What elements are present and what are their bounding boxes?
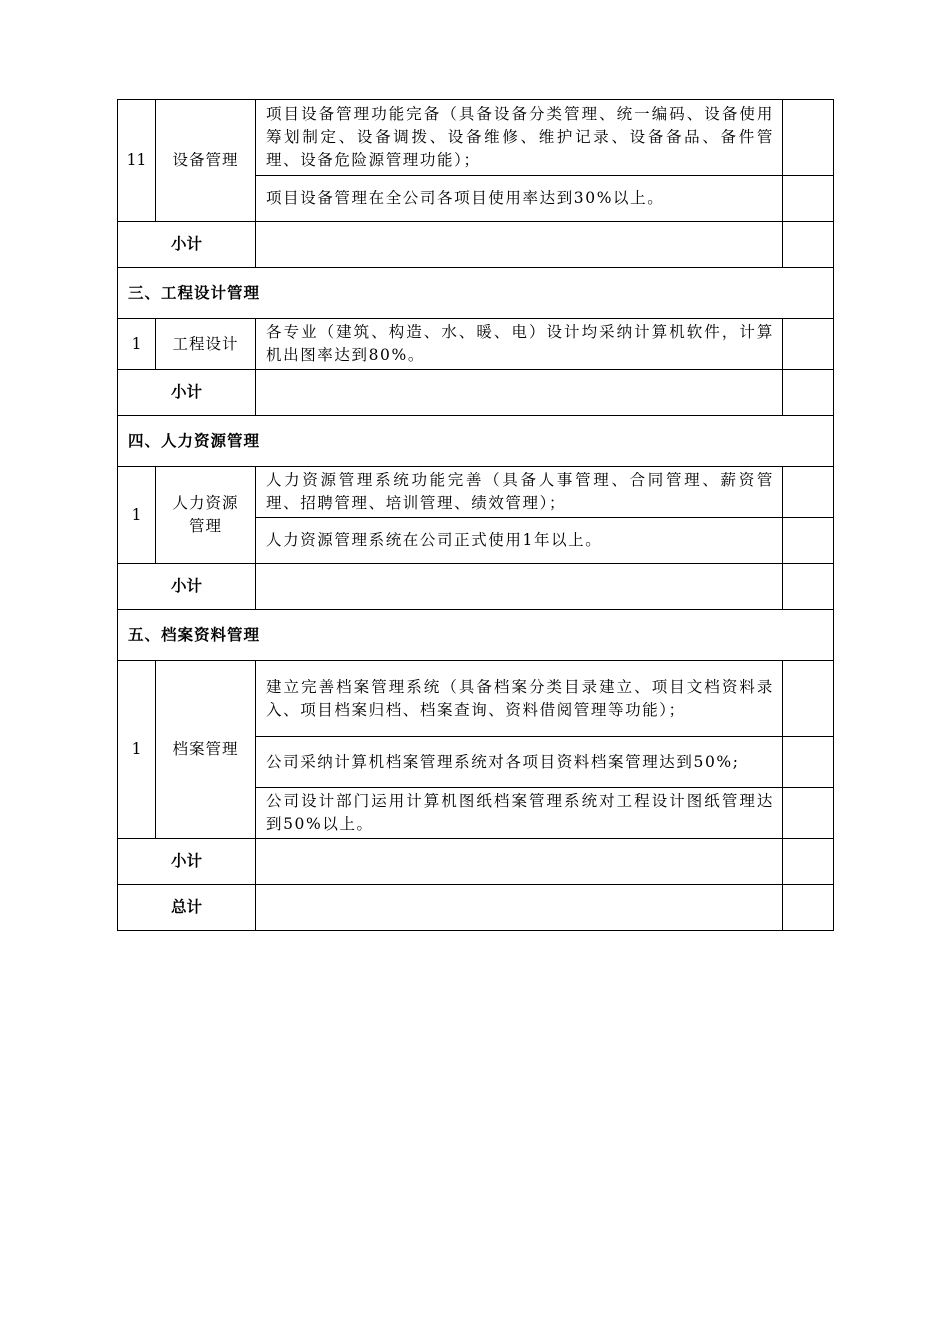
criterion-text: 建立完善档案管理系统（具备档案分类目录建立、项目文档资料录入、项目档案归档、档案查询、资料借阅管理等功能）； xyxy=(256,661,783,737)
criterion-text: 人力资源管理系统功能完善（具备人事管理、合同管理、薪资管理、招聘管理、培训管理、绩效管理）； xyxy=(256,467,783,518)
row-index: 11 xyxy=(118,100,156,222)
section-title: 五、档案资料管理 xyxy=(118,610,834,661)
table-row xyxy=(118,319,834,370)
criterion-text: 项目设备管理功能完备（具备设备分类管理、统一编码、设备使用筹划制定、设备调拨、设备维修、维护记录、设备备品、备件管理、设备危险源管理功能）； xyxy=(256,100,783,176)
subtotal-value-cell[interactable] xyxy=(256,839,783,885)
criterion-text: 公司设计部门运用计算机图纸档案管理系统对工程设计图纸管理达到50%以上。 xyxy=(256,788,783,839)
score-cell[interactable] xyxy=(783,839,834,885)
subtotal-value-cell[interactable] xyxy=(256,564,783,610)
subtotal-row xyxy=(118,564,834,610)
table-row xyxy=(118,467,834,518)
score-cell[interactable] xyxy=(783,100,834,176)
score-cell[interactable] xyxy=(783,467,834,518)
row-name: 档案管理 xyxy=(156,661,256,839)
score-cell[interactable] xyxy=(783,370,834,416)
table-row xyxy=(118,661,834,737)
score-cell[interactable] xyxy=(783,222,834,268)
grand-total-value-cell[interactable] xyxy=(256,885,783,931)
criterion-text: 公司采纳计算机档案管理系统对各项目资料档案管理达到50%; xyxy=(256,737,783,788)
criterion-text: 项目设备管理在全公司各项目使用率达到30%以上。 xyxy=(256,176,783,222)
subtotal-label: 小计 xyxy=(118,222,256,268)
score-cell[interactable] xyxy=(783,564,834,610)
score-cell[interactable] xyxy=(783,518,834,564)
subtotal-value-cell[interactable] xyxy=(256,370,783,416)
section-header-row xyxy=(118,416,834,467)
score-cell[interactable] xyxy=(783,319,834,370)
row-name: 工程设计 xyxy=(156,319,256,370)
grand-total-label: 总计 xyxy=(118,885,256,931)
subtotal-value-cell[interactable] xyxy=(256,222,783,268)
evaluation-table xyxy=(117,99,834,931)
section-title: 四、人力资源管理 xyxy=(118,416,834,467)
section-header-row xyxy=(118,610,834,661)
subtotal-row xyxy=(118,222,834,268)
row-index: 1 xyxy=(118,319,156,370)
row-name: 设备管理 xyxy=(156,100,256,222)
criterion-text: 人力资源管理系统在公司正式使用1年以上。 xyxy=(256,518,783,564)
section-header-row xyxy=(118,268,834,319)
score-cell[interactable] xyxy=(783,788,834,839)
subtotal-row xyxy=(118,839,834,885)
subtotal-label: 小计 xyxy=(118,370,256,416)
subtotal-label: 小计 xyxy=(118,839,256,885)
score-cell[interactable] xyxy=(783,661,834,737)
subtotal-row xyxy=(118,370,834,416)
subtotal-label: 小计 xyxy=(118,564,256,610)
score-cell[interactable] xyxy=(783,885,834,931)
criterion-text: 各专业（建筑、构造、水、暖、电）设计均采纳计算机软件，计算机出图率达到80%。 xyxy=(256,319,783,370)
row-name: 人力资源管理 xyxy=(156,467,256,564)
section-title: 三、工程设计管理 xyxy=(118,268,834,319)
row-index: 1 xyxy=(118,467,156,564)
score-cell[interactable] xyxy=(783,737,834,788)
score-cell[interactable] xyxy=(783,176,834,222)
grand-total-row xyxy=(118,885,834,931)
table-row xyxy=(118,100,834,176)
row-index: 1 xyxy=(118,661,156,839)
